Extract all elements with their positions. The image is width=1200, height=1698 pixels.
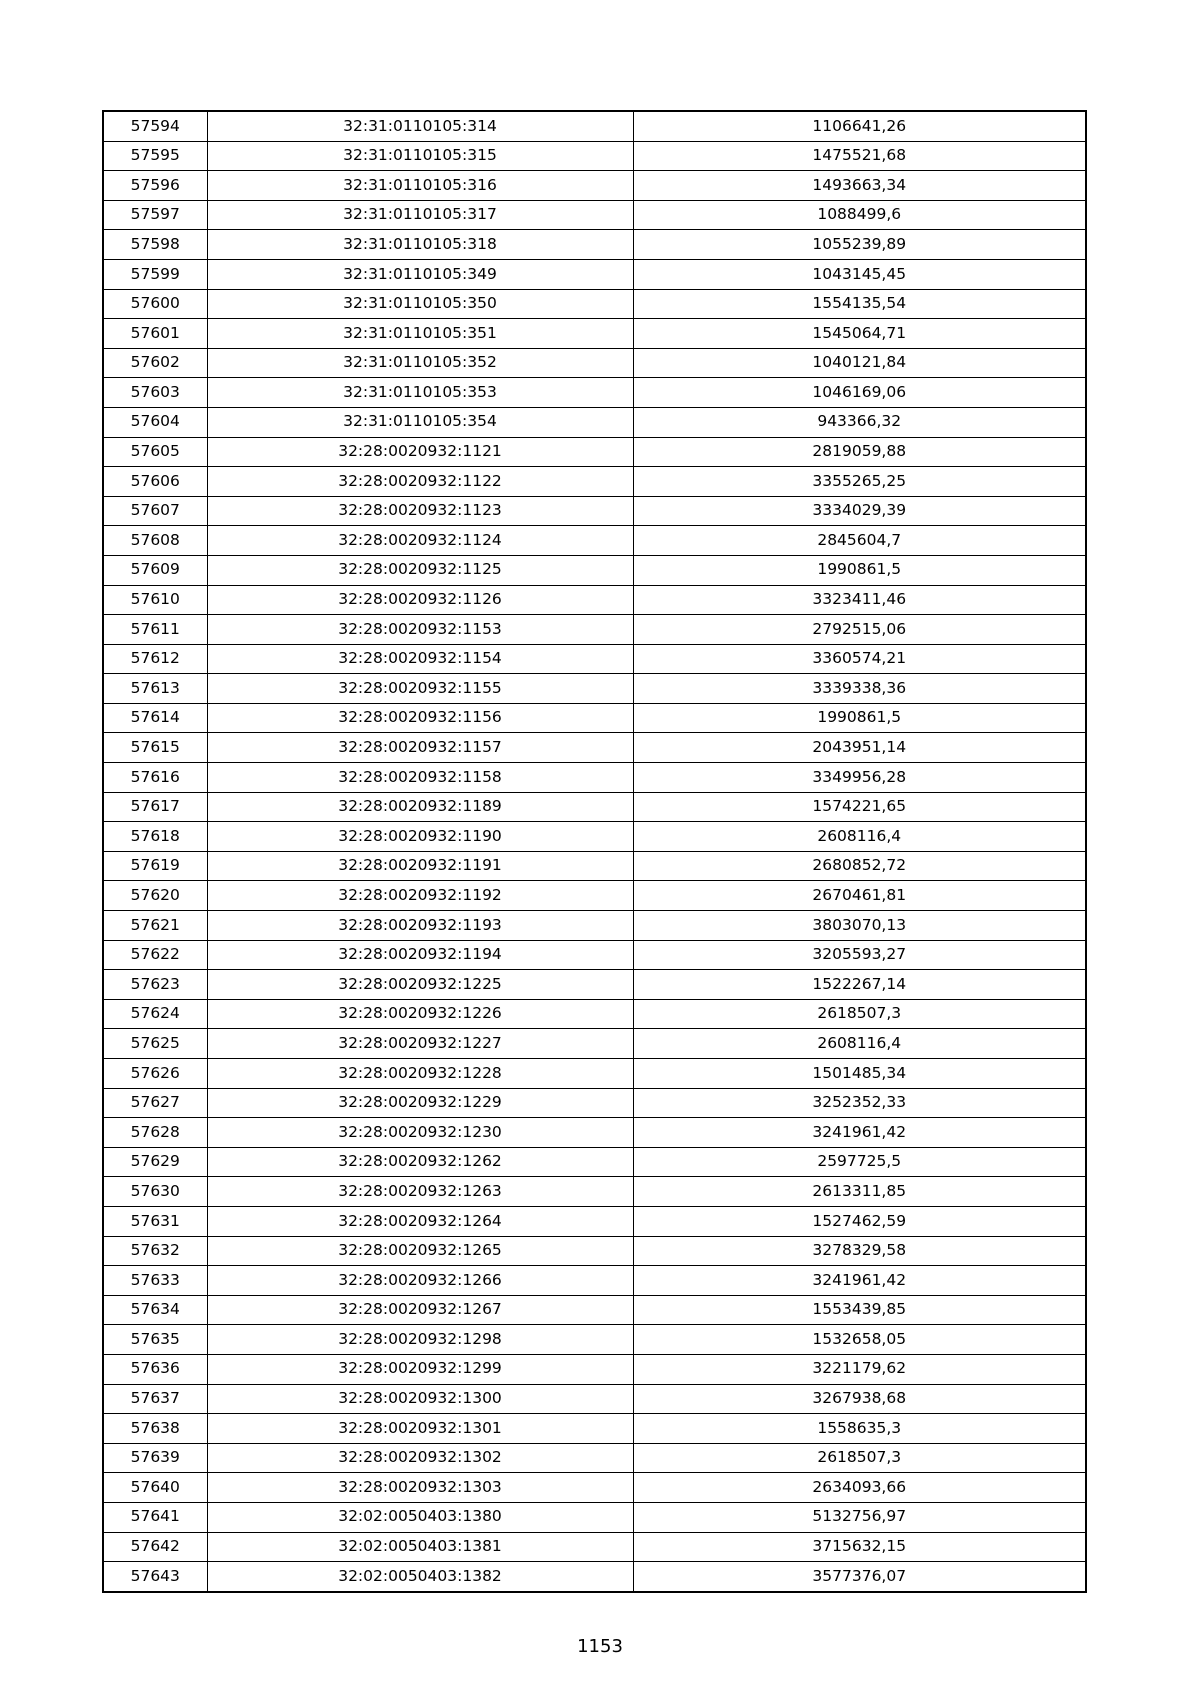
cadastral-number-cell: 32:28:0020932:1299: [207, 1354, 633, 1384]
table-row: [103, 407, 1086, 437]
row-index-cell: 57640: [103, 1473, 207, 1503]
value-cell: 1493663,34: [633, 171, 1086, 201]
cadastral-number-cell: 32:31:0110105:351: [207, 319, 633, 349]
value-cell: 2680852,72: [633, 851, 1086, 881]
value-cell: 3205593,27: [633, 940, 1086, 970]
table-row: [103, 111, 1086, 141]
cadastral-number-cell: 32:28:0020932:1229: [207, 1088, 633, 1118]
row-index-cell: 57619: [103, 851, 207, 881]
value-cell: 1475521,68: [633, 141, 1086, 171]
row-index-cell: 57594: [103, 111, 207, 141]
table-row: [103, 526, 1086, 556]
value-cell: 3241961,42: [633, 1266, 1086, 1296]
value-cell: 1055239,89: [633, 230, 1086, 260]
table-row: [103, 1502, 1086, 1532]
page-number: 1153: [577, 1636, 623, 1657]
cadastral-number-cell: 32:28:0020932:1266: [207, 1266, 633, 1296]
row-index-cell: 57631: [103, 1206, 207, 1236]
row-index-cell: 57624: [103, 999, 207, 1029]
row-index-cell: 57598: [103, 230, 207, 260]
value-cell: 2670461,81: [633, 881, 1086, 911]
table-row: [103, 1177, 1086, 1207]
table-row: [103, 822, 1086, 852]
cadastral-number-cell: 32:28:0020932:1298: [207, 1325, 633, 1355]
cadastral-number-cell: 32:31:0110105:349: [207, 259, 633, 289]
row-index-cell: 57642: [103, 1532, 207, 1562]
row-index-cell: 57610: [103, 585, 207, 615]
row-index-cell: 57623: [103, 970, 207, 1000]
table-row: [103, 881, 1086, 911]
cadastral-number-cell: 32:28:0020932:1267: [207, 1295, 633, 1325]
cadastral-number-cell: 32:28:0020932:1155: [207, 674, 633, 704]
row-index-cell: 57609: [103, 555, 207, 585]
value-cell: 1522267,14: [633, 970, 1086, 1000]
value-cell: 3339338,36: [633, 674, 1086, 704]
value-cell: 1088499,6: [633, 200, 1086, 230]
value-cell: 2608116,4: [633, 1029, 1086, 1059]
table-row: [103, 200, 1086, 230]
cadastral-number-cell: 32:28:0020932:1225: [207, 970, 633, 1000]
table-row: [103, 1473, 1086, 1503]
table-body: [103, 111, 1086, 1592]
cadastral-number-cell: 32:28:0020932:1122: [207, 467, 633, 497]
table-row: [103, 763, 1086, 793]
value-cell: 1046169,06: [633, 378, 1086, 408]
value-cell: 1545064,71: [633, 319, 1086, 349]
value-cell: 3221179,62: [633, 1354, 1086, 1384]
table-row: [103, 674, 1086, 704]
cadastral-number-cell: 32:31:0110105:316: [207, 171, 633, 201]
table-row: [103, 378, 1086, 408]
value-cell: 2608116,4: [633, 822, 1086, 852]
row-index-cell: 57621: [103, 911, 207, 941]
value-cell: 1527462,59: [633, 1206, 1086, 1236]
row-index-cell: 57626: [103, 1059, 207, 1089]
value-cell: 2613311,85: [633, 1177, 1086, 1207]
cadastral-number-cell: 32:28:0020932:1154: [207, 644, 633, 674]
value-cell: 3577376,07: [633, 1562, 1086, 1592]
table-row: [103, 467, 1086, 497]
row-index-cell: 57612: [103, 644, 207, 674]
table-row: [103, 171, 1086, 201]
value-cell: 3323411,46: [633, 585, 1086, 615]
table-row: [103, 259, 1086, 289]
table-row: [103, 1532, 1086, 1562]
value-cell: 1040121,84: [633, 348, 1086, 378]
row-index-cell: 57597: [103, 200, 207, 230]
row-index-cell: 57599: [103, 259, 207, 289]
row-index-cell: 57605: [103, 437, 207, 467]
cadastral-number-cell: 32:28:0020932:1301: [207, 1414, 633, 1444]
table-row: [103, 1266, 1086, 1296]
row-index-cell: 57600: [103, 289, 207, 319]
table-row: [103, 319, 1086, 349]
table-row: [103, 1236, 1086, 1266]
row-index-cell: 57622: [103, 940, 207, 970]
table-row: [103, 1354, 1086, 1384]
table-row: [103, 940, 1086, 970]
table-row: [103, 1562, 1086, 1592]
row-index-cell: 57620: [103, 881, 207, 911]
table-row: [103, 792, 1086, 822]
cadastral-number-cell: 32:28:0020932:1125: [207, 555, 633, 585]
value-cell: 3803070,13: [633, 911, 1086, 941]
value-cell: 2043951,14: [633, 733, 1086, 763]
row-index-cell: 57603: [103, 378, 207, 408]
table-row: [103, 348, 1086, 378]
value-cell: 1553439,85: [633, 1295, 1086, 1325]
value-cell: 2618507,3: [633, 1443, 1086, 1473]
row-index-cell: 57618: [103, 822, 207, 852]
row-index-cell: 57625: [103, 1029, 207, 1059]
value-cell: 3360574,21: [633, 644, 1086, 674]
cadastral-number-cell: 32:31:0110105:353: [207, 378, 633, 408]
cadastral-number-cell: 32:28:0020932:1264: [207, 1206, 633, 1236]
value-cell: 1554135,54: [633, 289, 1086, 319]
table-row: [103, 1325, 1086, 1355]
value-cell: 1558635,3: [633, 1414, 1086, 1444]
row-index-cell: 57611: [103, 615, 207, 645]
table-row: [103, 1206, 1086, 1236]
cadastral-number-cell: 32:31:0110105:315: [207, 141, 633, 171]
value-cell: 3241961,42: [633, 1118, 1086, 1148]
row-index-cell: 57615: [103, 733, 207, 763]
table-row: [103, 1384, 1086, 1414]
value-cell: 1532658,05: [633, 1325, 1086, 1355]
row-index-cell: 57617: [103, 792, 207, 822]
cadastral-number-cell: 32:28:0020932:1265: [207, 1236, 633, 1266]
row-index-cell: 57629: [103, 1147, 207, 1177]
row-index-cell: 57596: [103, 171, 207, 201]
row-index-cell: 57614: [103, 703, 207, 733]
row-index-cell: 57604: [103, 407, 207, 437]
cadastral-number-cell: 32:28:0020932:1303: [207, 1473, 633, 1503]
cadastral-number-cell: 32:28:0020932:1156: [207, 703, 633, 733]
cadastral-number-cell: 32:31:0110105:350: [207, 289, 633, 319]
table-row: [103, 615, 1086, 645]
row-index-cell: 57607: [103, 496, 207, 526]
table-row: [103, 970, 1086, 1000]
table-row: [103, 1088, 1086, 1118]
row-index-cell: 57613: [103, 674, 207, 704]
value-cell: 3267938,68: [633, 1384, 1086, 1414]
table-row: [103, 1147, 1086, 1177]
value-cell: 2597725,5: [633, 1147, 1086, 1177]
cadastral-number-cell: 32:28:0020932:1263: [207, 1177, 633, 1207]
table-row: [103, 1414, 1086, 1444]
table-row: [103, 703, 1086, 733]
cadastral-number-cell: 32:31:0110105:354: [207, 407, 633, 437]
value-cell: 1043145,45: [633, 259, 1086, 289]
row-index-cell: 57638: [103, 1414, 207, 1444]
table-row: [103, 1029, 1086, 1059]
cadastral-number-cell: 32:28:0020932:1193: [207, 911, 633, 941]
cadastral-number-cell: 32:28:0020932:1302: [207, 1443, 633, 1473]
value-cell: 1990861,5: [633, 555, 1086, 585]
row-index-cell: 57636: [103, 1354, 207, 1384]
value-cell: 3715632,15: [633, 1532, 1086, 1562]
table-row: [103, 289, 1086, 319]
row-index-cell: 57633: [103, 1266, 207, 1296]
cadastral-number-cell: 32:28:0020932:1191: [207, 851, 633, 881]
value-cell: 2819059,88: [633, 437, 1086, 467]
table-row: [103, 851, 1086, 881]
cadastral-number-cell: 32:28:0020932:1227: [207, 1029, 633, 1059]
table-row: [103, 1059, 1086, 1089]
row-index-cell: 57635: [103, 1325, 207, 1355]
cadastral-number-cell: 32:28:0020932:1228: [207, 1059, 633, 1089]
cadastral-number-cell: 32:28:0020932:1158: [207, 763, 633, 793]
table-row: [103, 141, 1086, 171]
row-index-cell: 57628: [103, 1118, 207, 1148]
value-cell: 1990861,5: [633, 703, 1086, 733]
cadastral-number-cell: 32:28:0020932:1121: [207, 437, 633, 467]
cadastral-number-cell: 32:28:0020932:1190: [207, 822, 633, 852]
value-cell: 2618507,3: [633, 999, 1086, 1029]
cadastral-number-cell: 32:28:0020932:1226: [207, 999, 633, 1029]
value-cell: 1574221,65: [633, 792, 1086, 822]
cadastral-number-cell: 32:31:0110105:317: [207, 200, 633, 230]
row-index-cell: 57639: [103, 1443, 207, 1473]
row-index-cell: 57630: [103, 1177, 207, 1207]
value-cell: 3349956,28: [633, 763, 1086, 793]
cadastral-number-cell: 32:28:0020932:1192: [207, 881, 633, 911]
row-index-cell: 57608: [103, 526, 207, 556]
cadastral-number-cell: 32:28:0020932:1189: [207, 792, 633, 822]
cadastral-number-cell: 32:31:0110105:352: [207, 348, 633, 378]
table-row: [103, 555, 1086, 585]
table-row: [103, 1118, 1086, 1148]
cadastral-number-cell: 32:28:0020932:1126: [207, 585, 633, 615]
row-index-cell: 57632: [103, 1236, 207, 1266]
table-row: [103, 644, 1086, 674]
row-index-cell: 57601: [103, 319, 207, 349]
row-index-cell: 57643: [103, 1562, 207, 1592]
table-row: [103, 437, 1086, 467]
cadastral-number-cell: 32:02:0050403:1382: [207, 1562, 633, 1592]
cadastral-number-cell: 32:02:0050403:1381: [207, 1532, 633, 1562]
row-index-cell: 57602: [103, 348, 207, 378]
cadastral-number-cell: 32:28:0020932:1194: [207, 940, 633, 970]
value-cell: 1106641,26: [633, 111, 1086, 141]
value-cell: 3278329,58: [633, 1236, 1086, 1266]
table-row: [103, 585, 1086, 615]
value-cell: 3252352,33: [633, 1088, 1086, 1118]
cadastral-number-cell: 32:31:0110105:318: [207, 230, 633, 260]
table-row: [103, 1295, 1086, 1325]
table-row: [103, 230, 1086, 260]
table-row: [103, 733, 1086, 763]
value-cell: 3355265,25: [633, 467, 1086, 497]
cadastral-number-cell: 32:28:0020932:1230: [207, 1118, 633, 1148]
table-row: [103, 1443, 1086, 1473]
row-index-cell: 57637: [103, 1384, 207, 1414]
value-cell: 5132756,97: [633, 1502, 1086, 1532]
value-cell: 943366,32: [633, 407, 1086, 437]
row-index-cell: 57595: [103, 141, 207, 171]
cadastral-number-cell: 32:28:0020932:1262: [207, 1147, 633, 1177]
cadastral-number-cell: 32:28:0020932:1123: [207, 496, 633, 526]
cadastral-value-table: [102, 110, 1087, 1593]
row-index-cell: 57641: [103, 1502, 207, 1532]
row-index-cell: 57616: [103, 763, 207, 793]
value-cell: 2634093,66: [633, 1473, 1086, 1503]
row-index-cell: 57606: [103, 467, 207, 497]
table-row: [103, 496, 1086, 526]
cadastral-number-cell: 32:28:0020932:1124: [207, 526, 633, 556]
cadastral-number-cell: 32:28:0020932:1300: [207, 1384, 633, 1414]
cadastral-number-cell: 32:31:0110105:314: [207, 111, 633, 141]
table-row: [103, 999, 1086, 1029]
value-cell: 2792515,06: [633, 615, 1086, 645]
cadastral-number-cell: 32:28:0020932:1157: [207, 733, 633, 763]
value-cell: 2845604,7: [633, 526, 1086, 556]
cadastral-number-cell: 32:28:0020932:1153: [207, 615, 633, 645]
cadastral-number-cell: 32:02:0050403:1380: [207, 1502, 633, 1532]
value-cell: 3334029,39: [633, 496, 1086, 526]
row-index-cell: 57634: [103, 1295, 207, 1325]
value-cell: 1501485,34: [633, 1059, 1086, 1089]
row-index-cell: 57627: [103, 1088, 207, 1118]
table-row: [103, 911, 1086, 941]
